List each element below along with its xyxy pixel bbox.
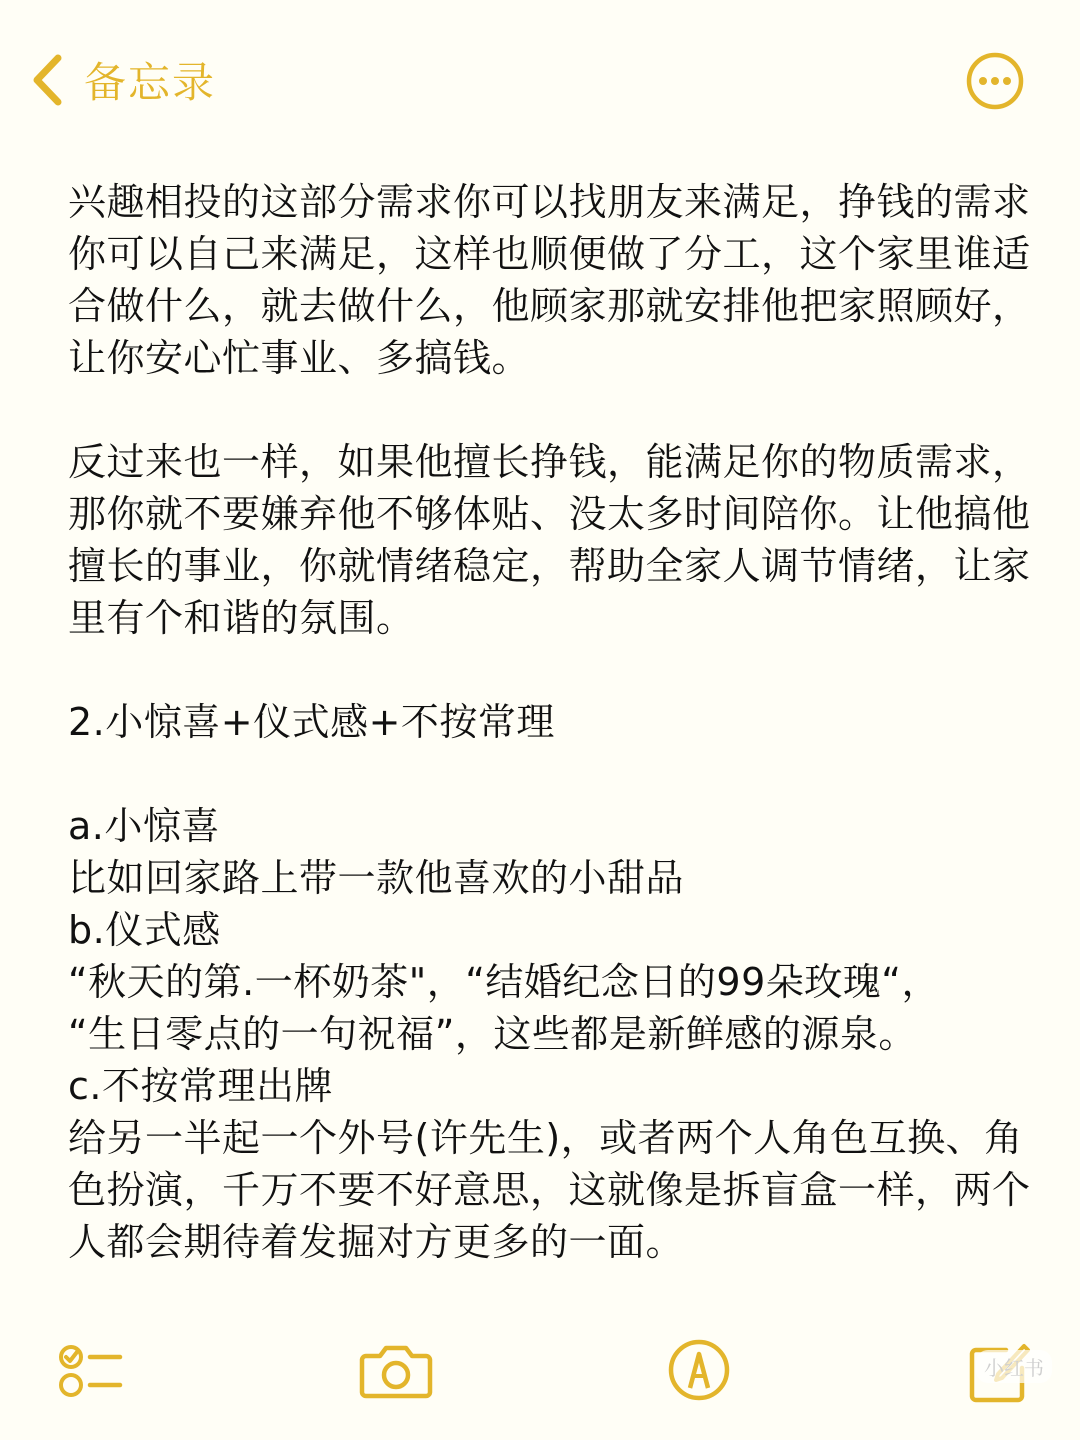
checklist-button[interactable] <box>52 1332 128 1408</box>
paragraph-spacer <box>68 644 1048 696</box>
note-paragraph-1: 兴趣相投的这部分需求你可以找朋友来满足，挣钱的需求你可以自己来满足，这样也顺便做了分工，这个家里谁适合做什么，就去做什么，他顾家那就安排他把家照顾好，让你安心忙事业、多搞钱。 <box>68 180 1031 380</box>
ellipsis-circle-icon <box>965 51 1025 111</box>
subsection-a-text: 比如回家路上带一款他喜欢的小甜品 <box>68 856 685 900</box>
navigation-bar <box>0 0 1080 160</box>
subsection-c-text: 给另一半起一个外号(许先生)，或者两个人角色互换、角色扮演，千万不要不好意思，这就像是拆盲盒一样，两个人都会期待着发掘对方更多的一面。 <box>68 1116 1031 1264</box>
watermark: 小红书 <box>976 1350 1052 1383</box>
pen-markup-icon <box>661 1332 737 1408</box>
subsection-b-title: b.仪式感 <box>68 908 221 952</box>
more-options-button[interactable] <box>965 51 1025 111</box>
back-button[interactable] <box>30 52 216 108</box>
markup-button[interactable] <box>661 1332 737 1408</box>
camera-button[interactable] <box>358 1332 434 1408</box>
paragraph-spacer <box>68 748 1048 800</box>
subsection-b-text-line-1: “秋天的第.一杯奶茶"，“结婚纪念日的99朵玫瑰“， <box>68 960 940 1004</box>
back-button-label: 备忘录 <box>84 58 217 107</box>
section-heading-2: 2.小惊喜+仪式感+不按常理 <box>68 700 555 744</box>
subsection-a-title: a.小惊喜 <box>68 804 220 848</box>
subsection-b-text-line-2: “生日零点的一句祝福”，这些都是新鲜感的源泉。 <box>68 1012 917 1056</box>
bottom-toolbar <box>0 1320 1080 1420</box>
checklist-icon <box>52 1332 128 1408</box>
subsection-c-title: c.不按常理出牌 <box>68 1064 333 1108</box>
paragraph-spacer <box>68 384 1048 436</box>
camera-icon <box>358 1332 434 1408</box>
note-paragraph-2: 反过来也一样，如果他擅长挣钱，能满足你的物质需求，那你就不要嫌弃他不够体贴、没太多时间陪你。让他搞他擅长的事业，你就情绪稳定，帮助全家人调节情绪，让家里有个和谐的氛围。 <box>68 440 1031 640</box>
note-body[interactable] <box>68 176 1048 1268</box>
chevron-left-icon <box>30 54 64 106</box>
